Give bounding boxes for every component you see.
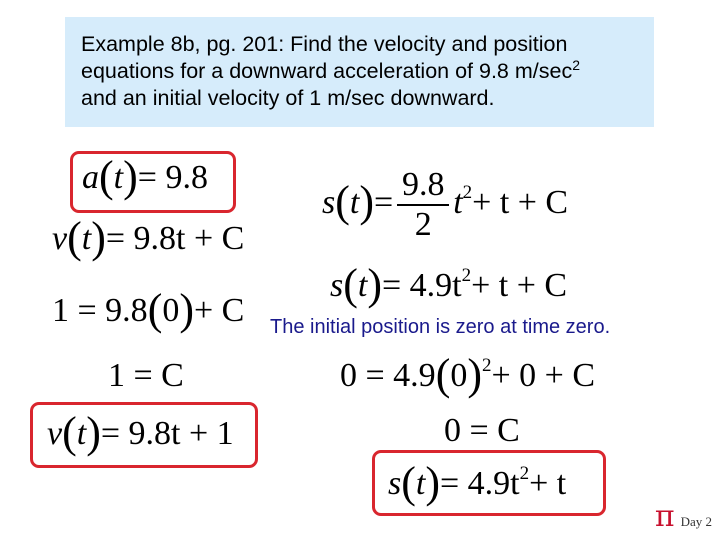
position-general-arg: t (357, 267, 368, 304)
position-general-var: s (330, 267, 344, 304)
position-general-rhs: = 4.9t (382, 267, 462, 304)
velocity-final-arg: t (76, 415, 87, 452)
initial-condition-rhs: + C (194, 292, 245, 329)
position-integral-rest: + t + C (472, 184, 569, 221)
day-label: Day 2 (680, 514, 712, 529)
position-integral-arg: t (349, 184, 360, 221)
position-general-rest: + t + C (471, 267, 568, 304)
position-general-equation: $s(t)= 4.9t^2+ t + C$ (330, 260, 568, 309)
initial-condition-arg: 0 (162, 292, 180, 329)
velocity-general-rhs: = 9.8t + C (105, 220, 245, 257)
position-final-rhs: = 4.9t (440, 465, 520, 502)
position-integral-t: t (453, 184, 463, 221)
position-final-exp: 2 (519, 463, 530, 484)
initial-position-note: The initial position is zero at time zero. (270, 316, 611, 338)
pi-logo-icon: π (654, 499, 675, 534)
acceleration-equation: a(t)= 9.8 (82, 152, 208, 201)
position-condition-equation: $0 = 4.9(0)^2+ 0 + C$ (340, 350, 596, 399)
c-value-equation (108, 356, 184, 396)
position-final-rest: + t (529, 465, 567, 502)
position-final-var: s (388, 465, 402, 502)
velocity-general-arg: t (81, 220, 92, 257)
accel-arg: t (113, 159, 124, 196)
velocity-final-var: v (47, 415, 63, 452)
problem-line-3: and an initial velocity of 1 m/sec downward. (81, 86, 495, 110)
position-condition-arg: 0 (450, 357, 468, 394)
position-condition-rest: + 0 + C (491, 357, 596, 394)
velocity-general-var: v (52, 220, 68, 257)
initial-condition-lhs: 1 = 9.8 (52, 292, 148, 329)
velocity-final-rhs: = 9.8t + 1 (100, 415, 234, 452)
c-zero-equation (444, 411, 520, 451)
c-value-text: 1 = C (108, 357, 184, 394)
position-final-arg: t (415, 465, 426, 502)
slide-footer (654, 499, 712, 534)
position-condition-exp: 2 (482, 355, 492, 376)
accel-var: a (82, 159, 99, 196)
fraction-denominator: 2 (414, 206, 432, 244)
c-zero-text: 0 = C (444, 412, 520, 449)
problem-line-1: Example 8b, pg. 201: Find the velocity and position (81, 32, 568, 56)
position-integral-equation: s(t)= $\frac{9.8}{2}$ $t^2+ t + C$ (322, 166, 569, 244)
position-final-equation: $s(t)= 4.9t^2+ t$ (388, 458, 567, 507)
problem-line-2-text: equations for a downward acceleration of 9.8 m/sec (81, 59, 573, 83)
position-integral-var: s (322, 184, 336, 221)
problem-exponent: 2 (572, 57, 580, 73)
position-fraction (397, 166, 449, 244)
velocity-final-equation: v(t)= 9.8t + 1 (47, 408, 234, 457)
accel-rhs: = 9.8 (137, 159, 208, 196)
problem-statement-box (65, 17, 654, 127)
initial-condition-equation: 1 = 9.8(0)+ C (52, 285, 245, 334)
fraction-numerator: 9.8 (401, 166, 445, 204)
position-condition-lhs: 0 = 4.9 (340, 357, 436, 394)
position-general-exp: 2 (461, 265, 472, 286)
problem-line-2 (81, 58, 654, 85)
velocity-general-equation: v(t)= 9.8t + C (52, 213, 245, 262)
position-integral-exp: 2 (462, 182, 473, 203)
